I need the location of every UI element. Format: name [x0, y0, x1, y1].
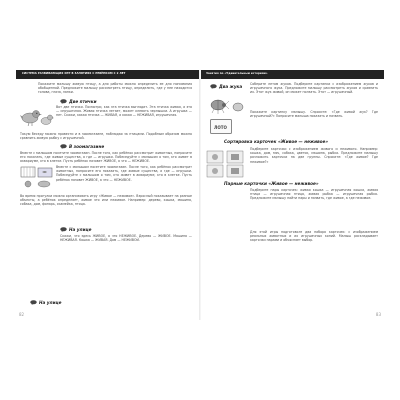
section-street-body: Скажи, что здесь ЖИВОЕ, а что НЕЖИВОЕ. Дерево — ЖИВОЕ. Машина — НЕЖИВАЯ. Кошка — ЖИВАЯ. Дом — НЕЖИВОЙ.: [60, 234, 192, 243]
running-header-left: СИСТЕМА РАЗВИВАЮЩИХ ИГР В ЗАНЯТИЯХ С РЕБЁНКОМ С 2 ЛЕТ: [22, 71, 126, 75]
section-title-street-2: На улице: [30, 300, 61, 306]
section-zoo-shop-body: Вместе с малышом посетите зоомагазин. После того, как ребёнок рассмотрит животных, попросите его показать, где живые существа, а где — игрушки. Побеседуйте с малышом о том, кто живет в аквариуме, кто в клетке. Пусть ребёнок назовет ЖИВОЕ, а что — НЕЖИВОЕ.: [56, 165, 192, 182]
section-two-beetles-body: Соберите летом жуков. Подберите картинки с изображением жуков и игрушечного жука. Предложите малышу рассмотреть жуков и сравнить их. Этот жук живой, он может ползать. Этот — игрушечный.: [250, 82, 378, 95]
section-pairs-body: Подберите пары карточек: живая кошка — игрушечная кошка, живая птица — игрушечная птица, живая рыбка — игрушечная рыбка. Предложите малышу найти пары и назвать, где живое, а где неживое.: [250, 188, 378, 201]
running-header-right: Занятия по «Удивительным историям»: [206, 71, 268, 75]
section-zoo-shop-body-top: Вместе с малышом посетите зоомагазин. После того, как ребёнок рассмотрит животных, попросите его показать, где живые существа, а где — игрушки. Побеседуйте с малышом о том, кто живет в аквариуме, кто в клетке. Пусть ребёнок назовет ЖИВОЕ, а что — НЕЖИВОЕ.: [20, 151, 192, 163]
speech-bubble-icon: [60, 227, 67, 233]
left-para-2: Такую беседу можно провести и в зоомагазине, наблюдая за птицами. Подобным образом можно сравнить живую рыбку с игрушечной.: [20, 132, 192, 141]
right-para-4: Для этой игры подготовьте два набора карточек: с изображением реальных животных и их игрушечных копий. Малыш раскладывает карточки парами и объясняет выбор.: [250, 230, 378, 243]
zoo-shop-illustration: [20, 165, 54, 193]
section-title-two-birds: Две птички: [60, 99, 97, 105]
page-number-right: 83: [375, 312, 381, 317]
book-gutter: [199, 70, 201, 320]
birds-illustration: [20, 106, 54, 132]
loto-card: [210, 119, 232, 134]
speech-bubble-icon: [210, 84, 217, 90]
speech-bubble-icon: [30, 300, 37, 306]
section-title-pairs: Парные карточки «Живое — неживое»: [224, 181, 319, 186]
section-two-birds-body: Вот две птички. Посмотри, как эта птичка выглядит. Эта птичка живая, а эта — игрушечная. Живая птичка летает, может клевать зернышки. А игрушка — нет. Скажи, какая птичка — ЖИВАЯ, а какая — НЕЖИВАЯ, игрушечная.: [56, 105, 192, 118]
speech-bubble-icon: [60, 144, 67, 150]
left-intro-text: Покажите малышу живую птицу, а для работы можно определить ее для понимания обобщенной. Предложите малышу рассмотреть птицу, определить, где у нее находится голова, глаза, лапки.: [38, 82, 192, 95]
sorting-cards-illustration: [206, 150, 246, 182]
section-title-two-beetles: Два жука: [210, 84, 242, 90]
right-para-2: Покажите картинку малышу. Спросите: «Где живой жук? Где игрушечный?» Попросите малыша показать и назвать.: [250, 110, 378, 119]
left-page: [16, 70, 198, 320]
section-title-sorting: Сортировка карточек «Живое — неживое»: [224, 139, 329, 144]
page-number-left: 82: [19, 312, 25, 317]
book-spread: [16, 70, 384, 320]
section-sorting-body: Подберите карточки с изображением живого и неживого. Например: кошка, дом, мяч, собака, цветок, машина, рыбка. Предложите малышу разложить карточки на две группы. Спросите: «Где живое? Где неживое?»: [250, 147, 378, 164]
section-title-zoo-shop: В зоомагазине: [60, 144, 104, 150]
loto-card-label: ЛОТО: [214, 125, 227, 130]
left-para-3: Во время прогулки можно организовать игру «Живое — неживое». Взрослый показывает на разные объекты, а ребёнок определяет, живое это или неживое. Например: дерево, кошка, машина, собака, дом, фонарь, скамейка, птица.: [20, 194, 192, 207]
beetles-illustration: [206, 94, 246, 120]
right-page: [202, 70, 384, 320]
section-title-street: На улице: [60, 227, 91, 233]
